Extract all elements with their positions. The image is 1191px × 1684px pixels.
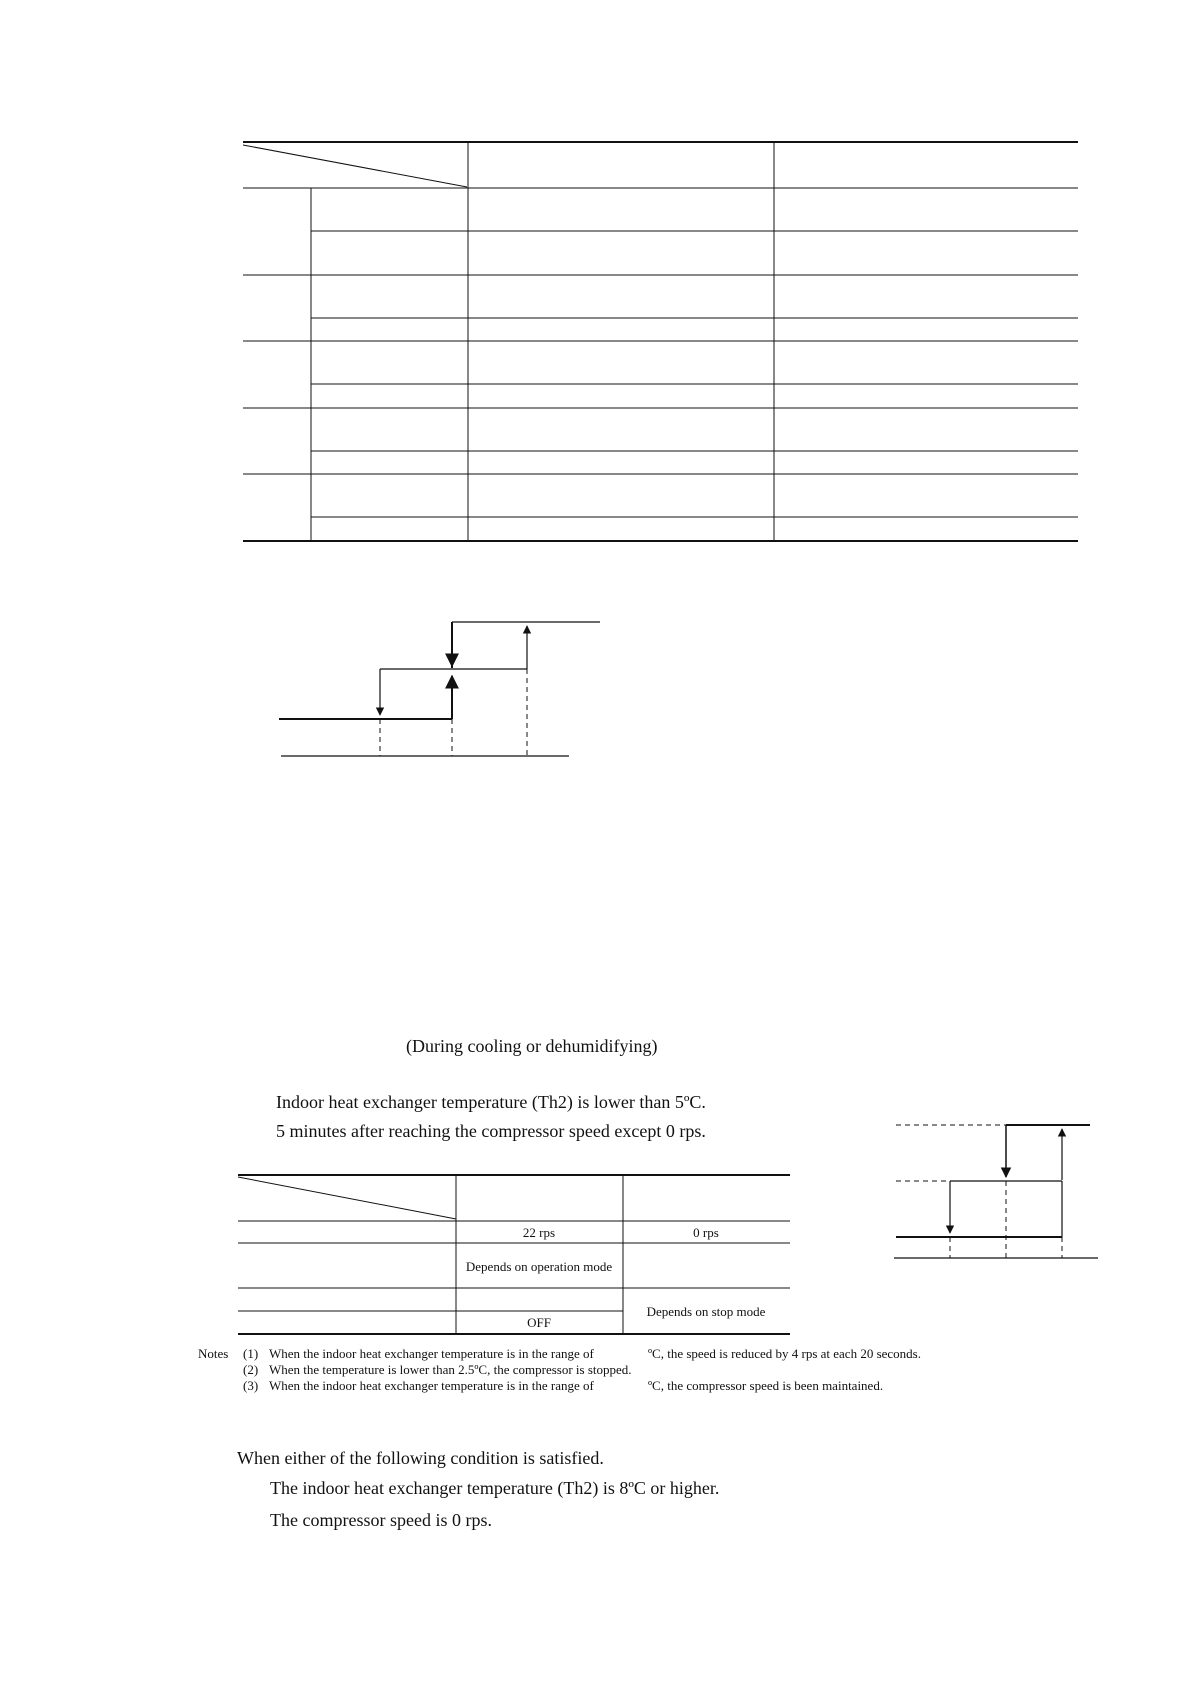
note-1-number: (1) xyxy=(243,1346,259,1361)
end-condition-1: The indoor heat exchanger temperature (Th2) is 8ºC or higher. xyxy=(270,1478,720,1498)
note-3-number: (3) xyxy=(243,1378,259,1393)
note-2-number: (2) xyxy=(243,1362,259,1377)
end-condition-2: The compressor speed is 0 rps. xyxy=(270,1510,492,1530)
cooling-heading: (During cooling or dehumidifying) xyxy=(406,1036,658,1056)
table-cell-speed-2: 0 rps xyxy=(693,1225,719,1240)
top-step-diagram xyxy=(279,622,600,756)
right-step-diagram xyxy=(894,1125,1098,1258)
note-2-text: When the temperature is lower than 2.5ºC, the compressor is stopped. xyxy=(269,1362,632,1377)
notes-label: Notes xyxy=(198,1346,229,1361)
note-1-text-cont: ºC, the speed is reduced by 4 rps at each 20 seconds. xyxy=(648,1346,921,1361)
note-1-text: When the indoor heat exchanger temperature is in the range of xyxy=(269,1346,594,1361)
table-cell-speed-1: 22 rps xyxy=(522,1225,556,1240)
start-condition-1: Indoor heat exchanger temperature (Th2) is lower than 5ºC. xyxy=(276,1092,706,1112)
top-table xyxy=(243,142,1078,541)
table-cell-off: OFF xyxy=(527,1315,551,1330)
table-cell-stop-mode: Depends on stop mode xyxy=(646,1304,766,1319)
note-3-text: When the indoor heat exchanger temperature is in the range of xyxy=(269,1378,594,1393)
note-3-text-cont: ºC, the compressor speed is been maintained. xyxy=(648,1378,884,1393)
end-condition-intro: When either of the following condition is satisfied. xyxy=(237,1448,604,1468)
start-condition-2: 5 minutes after reaching the compressor speed except 0 rps. xyxy=(276,1121,706,1141)
table-cell-operation-mode: Depends on operation mode xyxy=(465,1259,613,1274)
